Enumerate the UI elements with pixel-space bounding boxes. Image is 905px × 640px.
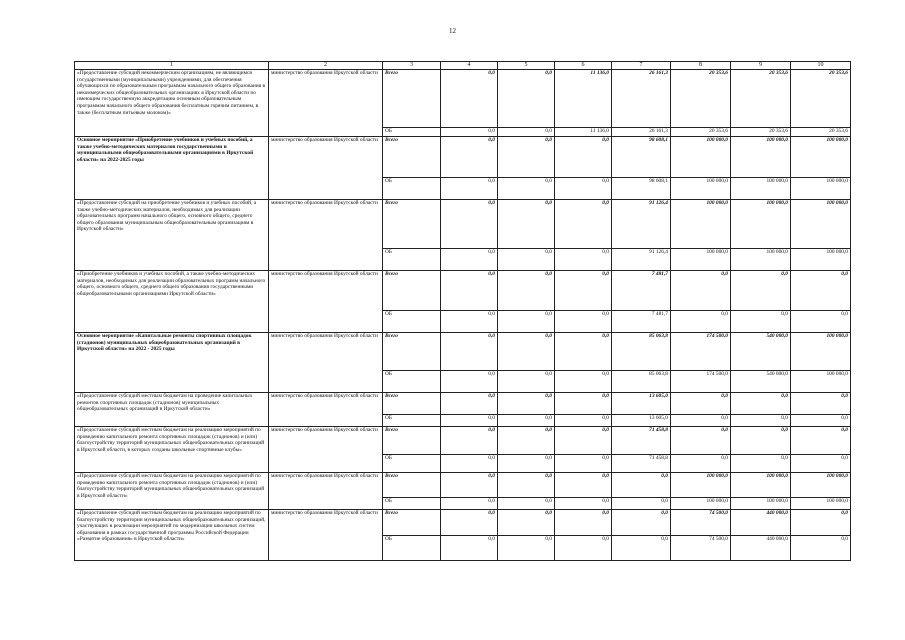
amount-cell: 0,0: [791, 427, 851, 455]
measure-name: Основное мероприятие «Капитальные ремонты спортивных площадок (стадионов) муниципальных общеобразовательных организаций в Иркутской области» на 2022 - 2025 годы: [75, 333, 269, 393]
amount-cell: 0,0: [441, 510, 498, 536]
amount-cell: 0,0: [441, 137, 498, 178]
amount-cell: 0,0: [441, 393, 498, 415]
column-header: 3: [383, 62, 441, 70]
measure-name: «Предоставление субсидий местным бюджетам на реализацию мероприятий по благоустройству территории муниципальных общеобразовательных организаций, участвующих в реализации мероприятий по модернизации школьных систем образования в рамках государственной программы Российской Федерации «Развитие образования» в Иркутской области»: [75, 510, 269, 561]
amount-cell: 0,0: [498, 510, 555, 536]
amount-cell: 0,0: [555, 200, 612, 249]
amount-cell: 100 000,0: [791, 178, 851, 200]
amount-cell: 0,0: [498, 178, 555, 200]
amount-cell: 0,0: [555, 333, 612, 371]
funding-source-label: Всего: [383, 70, 441, 128]
amount-cell: 0,0: [791, 271, 851, 311]
amount-cell: 20 353,6: [731, 128, 791, 137]
column-header: 7: [612, 62, 671, 70]
amount-cell: 0,0: [498, 473, 555, 498]
table-row: [75, 333, 851, 371]
amount-cell: 0,0: [791, 536, 851, 561]
amount-cell: 0,0: [441, 333, 498, 371]
column-header: 9: [731, 62, 791, 70]
amount-cell: 0,0: [441, 455, 498, 473]
executor: министерство образования Иркутской области: [269, 510, 383, 561]
column-header: 4: [441, 62, 498, 70]
funding-source-label: ОБ: [383, 415, 441, 427]
amount-cell: 100 000,0: [731, 200, 791, 249]
amount-cell: 0,0: [731, 271, 791, 311]
amount-cell: 0,0: [791, 393, 851, 415]
amount-cell: 100 000,0: [791, 333, 851, 371]
amount-cell: 0,0: [441, 178, 498, 200]
amount-cell: 0,0: [612, 510, 671, 536]
amount-cell: 7 481,7: [612, 271, 671, 311]
amount-cell: 0,0: [555, 371, 612, 393]
amount-cell: 0,0: [555, 427, 612, 455]
amount-cell: 100 000,0: [791, 498, 851, 510]
amount-cell: 0,0: [671, 311, 731, 333]
measure-name: Основное мероприятие «Приобретение учебников и учебных пособий, а также учебно-методических материалов государственными и муниципальными общеобразовательными организациями в Иркутской области» на 2022-2025 годы: [75, 137, 269, 200]
column-header: 10: [791, 62, 851, 70]
amount-cell: 100 000,0: [791, 371, 851, 393]
funding-source-label: ОБ: [383, 371, 441, 393]
amount-cell: 20 353,6: [791, 128, 851, 137]
amount-cell: 71 458,8: [612, 455, 671, 473]
amount-cell: 0,0: [441, 311, 498, 333]
funding-source-label: Всего: [383, 333, 441, 371]
amount-cell: 0,0: [555, 510, 612, 536]
funding-source-label: Всего: [383, 393, 441, 415]
amount-cell: 0,0: [731, 393, 791, 415]
amount-cell: 13 605,0: [612, 415, 671, 427]
amount-cell: 91 126,4: [612, 249, 671, 271]
amount-cell: 100 000,0: [671, 498, 731, 510]
column-header: 2: [269, 62, 383, 70]
measure-name: «Предоставление субсидий местным бюджетам на реализацию мероприятий по проведению капитального ремонта спортивных площадок (стадионов) и (или) благоустройству территорий муниципальных общеобразовательных организаций в Иркутской области, в которых созданы школьные спортивные клубы»: [75, 427, 269, 473]
amount-cell: 0,0: [441, 249, 498, 271]
amount-cell: 0,0: [498, 455, 555, 473]
measure-name: «Предоставление субсидий некоммерческим организациям, не являющимся государственными (муниципальными) учреждениями, для обеспечения обучающихся по образовательным программам начального общего образования в некоммерческих общеобразовательных организациях в Иркутской области по имеющим государственную аккредитацию основным образовательным программам начального общего образования бесплатным горячим питанием, в также (бесплатным питьевым молоком)»: [75, 70, 269, 137]
amount-cell: 0,0: [791, 415, 851, 427]
amount-cell: 0,0: [555, 137, 612, 178]
table-row: [75, 427, 851, 455]
amount-cell: 0,0: [555, 498, 612, 510]
amount-cell: 100 000,0: [731, 249, 791, 271]
funding-source-label: ОБ: [383, 311, 441, 333]
executor: министерство образования Иркутской области: [269, 200, 383, 271]
amount-cell: 100 000,0: [791, 200, 851, 249]
amount-cell: 0,0: [498, 137, 555, 178]
amount-cell: 100 000,0: [731, 178, 791, 200]
amount-cell: 0,0: [498, 200, 555, 249]
amount-cell: 0,0: [671, 271, 731, 311]
amount-cell: 0,0: [671, 393, 731, 415]
amount-cell: 0,0: [441, 427, 498, 455]
amount-cell: 0,0: [671, 427, 731, 455]
amount-cell: 0,0: [555, 249, 612, 271]
amount-cell: 98 608,1: [612, 137, 671, 178]
amount-cell: 11 136,0: [555, 128, 612, 137]
amount-cell: 20 353,6: [731, 70, 791, 128]
amount-cell: 0,0: [498, 70, 555, 128]
amount-cell: 0,0: [498, 393, 555, 415]
amount-cell: 100 000,0: [671, 473, 731, 498]
amount-cell: 0,0: [671, 455, 731, 473]
measure-name: «Предоставление субсидий на приобретение учебников и учебных пособий, а также учебно-методических материалов, необходимых для реализации образовательных программ начального общего, основного общего, среднего общего образования муниципальным общеобразовательным организациям в Иркутской области»: [75, 200, 269, 271]
amount-cell: 11 136,0: [555, 70, 612, 128]
amount-cell: 100 000,0: [671, 137, 731, 178]
amount-cell: 98 608,1: [612, 178, 671, 200]
amount-cell: 0,0: [555, 415, 612, 427]
amount-cell: 100 000,0: [671, 249, 731, 271]
column-header: 8: [671, 62, 731, 70]
measure-name: «Предоставление субсидий местным бюджетам на реализацию мероприятий по проведению капитального ремонта спортивных площадок (стадионов) и (или) благоустройству территорий муниципальных общеобразовательных организаций в Иркутской области»: [75, 473, 269, 510]
amount-cell: 100 000,0: [791, 473, 851, 498]
funding-source-label: ОБ: [383, 128, 441, 137]
amount-cell: 13 605,0: [612, 393, 671, 415]
amount-cell: 0,0: [612, 536, 671, 561]
amount-cell: 0,0: [498, 271, 555, 311]
amount-cell: 85 063,8: [612, 333, 671, 371]
amount-cell: 0,0: [612, 473, 671, 498]
amount-cell: 0,0: [671, 415, 731, 427]
amount-cell: 100 000,0: [671, 178, 731, 200]
amount-cell: 0,0: [498, 249, 555, 271]
funding-source-label: ОБ: [383, 249, 441, 271]
amount-cell: 174 500,0: [671, 371, 731, 393]
funding-source-label: Всего: [383, 510, 441, 536]
amount-cell: 0,0: [791, 455, 851, 473]
amount-cell: 0,0: [555, 393, 612, 415]
column-header: 6: [555, 62, 612, 70]
amount-cell: 100 000,0: [731, 137, 791, 178]
amount-cell: 0,0: [441, 415, 498, 427]
amount-cell: 0,0: [498, 128, 555, 137]
funding-source-label: ОБ: [383, 536, 441, 561]
amount-cell: 0,0: [555, 473, 612, 498]
amount-cell: 0,0: [441, 128, 498, 137]
table-row: [75, 70, 851, 128]
amount-cell: 0,0: [555, 178, 612, 200]
column-header: 5: [498, 62, 555, 70]
amount-cell: 20 353,6: [791, 70, 851, 128]
amount-cell: 440 000,0: [731, 510, 791, 536]
table-row: [75, 271, 851, 311]
amount-cell: 85 063,8: [612, 371, 671, 393]
amount-cell: 0,0: [555, 536, 612, 561]
funding-source-label: ОБ: [383, 455, 441, 473]
funding-source-label: ОБ: [383, 498, 441, 510]
amount-cell: 0,0: [731, 427, 791, 455]
amount-cell: 0,0: [498, 371, 555, 393]
amount-cell: 0,0: [498, 311, 555, 333]
column-header: 1: [75, 62, 269, 70]
amount-cell: 0,0: [498, 427, 555, 455]
measure-name: «Предоставление субсидий местным бюджетам на проведение капитальных ремонтов спортивных площадок (стадионов) муниципальных общеобразовательных организаций в Иркутской области»: [75, 393, 269, 427]
amount-cell: 0,0: [498, 536, 555, 561]
amount-cell: 74 500,0: [671, 536, 731, 561]
amount-cell: 0,0: [441, 70, 498, 128]
executor: министерство образования Иркутской области: [269, 137, 383, 200]
amount-cell: 0,0: [441, 200, 498, 249]
amount-cell: 0,0: [441, 271, 498, 311]
amount-cell: 100 000,0: [671, 200, 731, 249]
amount-cell: 100 000,0: [731, 498, 791, 510]
amount-cell: 0,0: [791, 510, 851, 536]
budget-table: [74, 61, 851, 561]
amount-cell: 26 161,3: [612, 70, 671, 128]
amount-cell: 0,0: [498, 333, 555, 371]
amount-cell: 0,0: [441, 473, 498, 498]
amount-cell: 0,0: [612, 498, 671, 510]
table-row: [75, 393, 851, 415]
amount-cell: 0,0: [498, 498, 555, 510]
amount-cell: 0,0: [555, 455, 612, 473]
table-row: [75, 200, 851, 249]
amount-cell: 0,0: [791, 311, 851, 333]
amount-cell: 174 500,0: [671, 333, 731, 371]
executor: министерство образования Иркутской области: [269, 271, 383, 333]
amount-cell: 540 000,0: [731, 333, 791, 371]
amount-cell: 0,0: [731, 415, 791, 427]
amount-cell: 0,0: [498, 415, 555, 427]
amount-cell: 0,0: [731, 455, 791, 473]
funding-source-label: ОБ: [383, 178, 441, 200]
amount-cell: 74 500,0: [671, 510, 731, 536]
funding-source-label: Всего: [383, 137, 441, 178]
measure-name: «Приобретение учебников и учебных пособий, а также учебно-методических материалов, необходимых для реализации образовательных программ начального общего, основного общего, среднего общего образования государственными общеобразовательными организациями Иркутской области»: [75, 271, 269, 333]
amount-cell: 100 000,0: [791, 137, 851, 178]
amount-cell: 0,0: [731, 311, 791, 333]
executor: министерство образования Иркутской области: [269, 393, 383, 427]
amount-cell: 0,0: [555, 271, 612, 311]
amount-cell: 0,0: [441, 371, 498, 393]
amount-cell: 91 126,4: [612, 200, 671, 249]
table-row: [75, 473, 851, 498]
executor: министерство образования Иркутской области: [269, 333, 383, 393]
funding-source-label: Всего: [383, 427, 441, 455]
amount-cell: 20 353,6: [671, 70, 731, 128]
page-number: 12: [449, 27, 456, 35]
amount-cell: 26 161,3: [612, 128, 671, 137]
table-row: [75, 510, 851, 536]
amount-cell: 0,0: [441, 536, 498, 561]
funding-source-label: Всего: [383, 473, 441, 498]
amount-cell: 540 000,0: [731, 371, 791, 393]
amount-cell: 440 000,0: [731, 536, 791, 561]
amount-cell: 71 458,8: [612, 427, 671, 455]
amount-cell: 100 000,0: [791, 249, 851, 271]
amount-cell: 100 000,0: [731, 473, 791, 498]
funding-source-label: Всего: [383, 200, 441, 249]
column-header-row: [75, 62, 851, 70]
executor: министерство образования Иркутской области: [269, 70, 383, 137]
funding-source-label: Всего: [383, 271, 441, 311]
executor: министерство образования Иркутской области: [269, 427, 383, 473]
amount-cell: 0,0: [555, 311, 612, 333]
table-row: [75, 137, 851, 178]
executor: министерство образования Иркутской области: [269, 473, 383, 510]
amount-cell: 20 353,6: [671, 128, 731, 137]
amount-cell: 7 481,7: [612, 311, 671, 333]
amount-cell: 0,0: [441, 498, 498, 510]
